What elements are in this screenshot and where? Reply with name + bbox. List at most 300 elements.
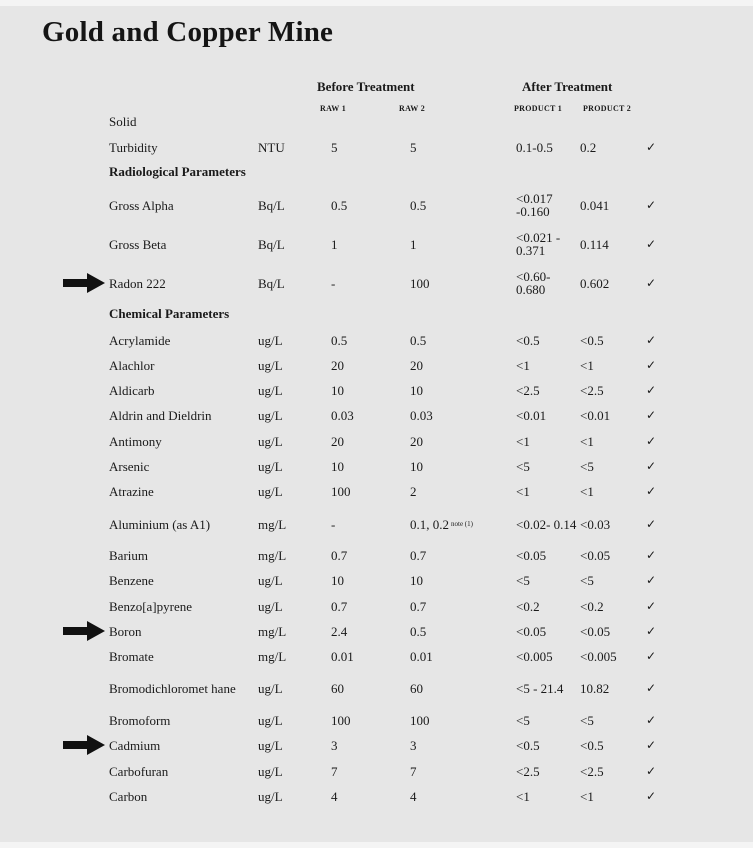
cell-product2 bbox=[580, 736, 604, 754]
cell-raw2-text: 100 bbox=[410, 275, 430, 291]
checkmark-icon: ✓ bbox=[646, 598, 657, 613]
cell-raw1 bbox=[331, 736, 338, 754]
cell-raw1-text: 5 bbox=[331, 139, 338, 155]
cell-raw1 bbox=[331, 787, 338, 805]
cell-unit bbox=[258, 672, 283, 704]
section-solid: Solid bbox=[109, 114, 137, 129]
arrow-right-icon bbox=[63, 734, 107, 756]
cell-name bbox=[109, 381, 254, 399]
cell-raw2-text: 60 bbox=[410, 680, 423, 696]
page-title: Gold and Copper Mine bbox=[42, 16, 334, 48]
cell-raw2 bbox=[410, 381, 423, 399]
cell-name-text: Aluminium (as A1) bbox=[109, 516, 211, 532]
cell-name bbox=[109, 190, 254, 220]
table-row bbox=[0, 711, 753, 729]
cell-unit-text: ug/L bbox=[258, 433, 283, 449]
cell-raw1 bbox=[331, 597, 347, 615]
checkmark-icon: ✓ bbox=[646, 737, 657, 752]
cell-product2 bbox=[580, 571, 594, 589]
header-product2: PRODUCT 2 bbox=[583, 104, 632, 113]
cell-raw1 bbox=[331, 509, 335, 539]
cell-raw1-text: 60 bbox=[331, 680, 344, 696]
cell-raw2 bbox=[410, 268, 430, 298]
cell-name bbox=[109, 268, 254, 298]
checkmark-icon: ✓ bbox=[646, 763, 657, 778]
cell-unit-text: mg/L bbox=[258, 516, 287, 532]
table-row bbox=[0, 672, 753, 704]
checkmark-icon: ✓ bbox=[646, 788, 657, 803]
cell-product2-text: <0.05 bbox=[580, 623, 611, 639]
cell-raw2-text: 0.1, 0.2 bbox=[410, 516, 449, 532]
cell-raw2-text: 1 bbox=[410, 236, 417, 252]
checkmark-icon: ✓ bbox=[646, 382, 657, 397]
cell-raw1-text: 4 bbox=[331, 788, 338, 804]
cell-product1 bbox=[516, 432, 578, 450]
cell-raw1-text: 3 bbox=[331, 737, 338, 753]
cell-product1-text: <0.60- 0.680 bbox=[516, 269, 551, 297]
cell-raw2 bbox=[410, 711, 430, 729]
cell-product2-text: <1 bbox=[580, 357, 594, 373]
cell-name bbox=[109, 787, 254, 805]
cell-product1 bbox=[516, 457, 578, 475]
cell-raw2-text: 100 bbox=[410, 712, 430, 728]
cell-unit-text: ug/L bbox=[258, 382, 283, 398]
cell-product1-text: 0.1-0.5 bbox=[516, 139, 553, 155]
cell-product1 bbox=[516, 356, 578, 374]
cell-product1-text: <0.5 bbox=[516, 332, 540, 348]
cell-name bbox=[109, 597, 254, 615]
checkmark-icon: ✓ bbox=[646, 139, 657, 154]
top-border bbox=[0, 0, 753, 6]
cell-product2-text: 0.2 bbox=[580, 139, 597, 155]
cell-name bbox=[109, 622, 254, 640]
cell-raw2 bbox=[410, 622, 426, 640]
checkmark-icon: ✓ bbox=[646, 275, 657, 290]
cell-product2 bbox=[580, 457, 594, 475]
cell-raw2-text: 2 bbox=[410, 483, 417, 499]
section-radiological: Radiological Parameters bbox=[109, 164, 246, 179]
cell-unit bbox=[258, 736, 283, 754]
cell-unit-text: Bq/L bbox=[258, 197, 285, 213]
cell-product2-text: <5 bbox=[580, 458, 594, 474]
cell-raw1 bbox=[331, 622, 347, 640]
table-row bbox=[0, 381, 753, 399]
cell-product1-text: <5 bbox=[516, 572, 530, 588]
cell-unit bbox=[258, 229, 285, 259]
cell-raw2 bbox=[410, 356, 423, 374]
table-row bbox=[0, 457, 753, 475]
cell-raw1 bbox=[331, 432, 344, 450]
cell-product2 bbox=[580, 229, 609, 259]
cell-raw2-text: 0.7 bbox=[410, 598, 427, 614]
cell-product1-text: <1 bbox=[516, 357, 530, 373]
cell-unit-text: ug/L bbox=[258, 332, 283, 348]
cell-unit bbox=[258, 597, 283, 615]
cell-raw1-text: 20 bbox=[331, 433, 344, 449]
cell-product2-text: 10.82 bbox=[580, 680, 610, 696]
cell-unit-text: ug/L bbox=[258, 680, 283, 696]
table-row bbox=[0, 787, 753, 805]
header-after-treatment: After Treatment bbox=[522, 79, 613, 94]
cell-name-text: Radon 222 bbox=[109, 275, 166, 291]
cell-product2-text: 0.041 bbox=[580, 197, 610, 213]
cell-product1-text: <0.05 bbox=[516, 547, 547, 563]
cell-raw2-text: 4 bbox=[410, 788, 417, 804]
cell-raw2 bbox=[410, 406, 433, 424]
cell-product1 bbox=[516, 331, 578, 349]
cell-raw1-text: 0.7 bbox=[331, 547, 348, 563]
cell-product2 bbox=[580, 787, 594, 805]
checkmark-icon: ✓ bbox=[646, 712, 657, 727]
table-row bbox=[0, 546, 753, 564]
cell-raw1-text: 20 bbox=[331, 357, 344, 373]
cell-unit-text: mg/L bbox=[258, 648, 287, 664]
cell-product2-text: <5 bbox=[580, 712, 594, 728]
cell-raw2 bbox=[410, 432, 423, 450]
table-row bbox=[0, 356, 753, 374]
cell-product2-text: <0.03 bbox=[580, 516, 611, 532]
cell-unit-text: ug/L bbox=[258, 712, 283, 728]
cell-product2-text: <2.5 bbox=[580, 763, 604, 779]
cell-name bbox=[109, 138, 254, 156]
cell-product1 bbox=[516, 647, 578, 665]
table-row bbox=[0, 432, 753, 450]
cell-name-text: Carbon bbox=[109, 788, 148, 804]
cell-raw1-text: 7 bbox=[331, 763, 338, 779]
cell-unit bbox=[258, 457, 283, 475]
cell-name bbox=[109, 647, 254, 665]
cell-product2 bbox=[580, 190, 609, 220]
cell-raw2 bbox=[410, 597, 426, 615]
cell-unit-text: Bq/L bbox=[258, 275, 285, 291]
cell-raw1-text: 1 bbox=[331, 236, 338, 252]
checkmark-icon: ✓ bbox=[646, 458, 657, 473]
cell-raw2-text: 0.01 bbox=[410, 648, 433, 664]
cell-product2 bbox=[580, 647, 617, 665]
checkmark-icon: ✓ bbox=[646, 483, 657, 498]
header-raw2: RAW 2 bbox=[399, 104, 426, 113]
cell-raw1-text: 0.7 bbox=[331, 598, 348, 614]
cell-unit bbox=[258, 432, 283, 450]
cell-raw2-text: 0.7 bbox=[410, 547, 427, 563]
cell-name bbox=[109, 432, 254, 450]
cell-unit bbox=[258, 622, 286, 640]
cell-unit bbox=[258, 331, 283, 349]
cell-product2 bbox=[580, 546, 610, 564]
cell-name bbox=[109, 482, 254, 500]
cell-unit bbox=[258, 647, 286, 665]
cell-name bbox=[109, 672, 254, 704]
cell-raw1 bbox=[331, 672, 344, 704]
cell-product2 bbox=[580, 138, 596, 156]
cell-raw1 bbox=[331, 406, 354, 424]
cell-product1-text: <0.05 bbox=[516, 623, 547, 639]
cell-product2-text: <1 bbox=[580, 433, 594, 449]
checkmark-icon: ✓ bbox=[646, 407, 657, 422]
cell-unit-text: NTU bbox=[258, 139, 285, 155]
cell-product2-text: <0.2 bbox=[580, 598, 604, 614]
cell-unit bbox=[258, 268, 285, 298]
cell-name-text: Atrazine bbox=[109, 483, 154, 499]
cell-raw1-text: 10 bbox=[331, 458, 344, 474]
cell-name bbox=[109, 711, 254, 729]
cell-raw2 bbox=[410, 331, 426, 349]
bottom-border bbox=[0, 842, 753, 848]
cell-raw2-text: 0.5 bbox=[410, 197, 427, 213]
cell-raw2 bbox=[410, 482, 417, 500]
cell-product1-text: <5 - 21.4 bbox=[516, 680, 564, 696]
cell-product1-text: <0.01 bbox=[516, 407, 547, 423]
cell-raw1-text: 0.03 bbox=[331, 407, 354, 423]
cell-raw1 bbox=[331, 711, 351, 729]
cell-product1-text: <5 bbox=[516, 712, 530, 728]
cell-product1-text: <0.005 bbox=[516, 648, 553, 664]
cell-raw2-text: 5 bbox=[410, 139, 417, 155]
cell-raw1-text: - bbox=[331, 275, 336, 291]
cell-raw2 bbox=[410, 787, 417, 805]
cell-unit-text: ug/L bbox=[258, 763, 283, 779]
cell-product2-text: <5 bbox=[580, 572, 594, 588]
checkmark-icon: ✓ bbox=[646, 572, 657, 587]
cell-product2-text: <0.5 bbox=[580, 737, 604, 753]
cell-raw1-text: 100 bbox=[331, 712, 351, 728]
cell-name bbox=[109, 356, 254, 374]
cell-unit bbox=[258, 762, 283, 780]
table-row bbox=[0, 509, 753, 539]
cell-unit bbox=[258, 381, 283, 399]
table-row bbox=[0, 622, 753, 640]
cell-product2-text: <0.5 bbox=[580, 332, 604, 348]
cell-product1 bbox=[516, 736, 578, 754]
cell-product2-text: <0.005 bbox=[580, 648, 617, 664]
cell-product2 bbox=[580, 268, 609, 298]
cell-raw2-text: 0.5 bbox=[410, 332, 427, 348]
cell-product1 bbox=[516, 509, 578, 539]
cell-raw1 bbox=[331, 381, 344, 399]
cell-unit-text: ug/L bbox=[258, 357, 283, 373]
cell-unit-text: ug/L bbox=[258, 788, 283, 804]
cell-name-text: Turbidity bbox=[109, 139, 158, 155]
cell-raw2-text: 20 bbox=[410, 433, 423, 449]
cell-product1-text: <0.017 -0.160 bbox=[516, 191, 553, 219]
table-row bbox=[0, 571, 753, 589]
table-row bbox=[0, 268, 753, 298]
cell-product2 bbox=[580, 406, 610, 424]
footnote-marker: note (1) bbox=[451, 519, 473, 528]
section-chemical: Chemical Parameters bbox=[109, 306, 230, 321]
checkmark-icon: ✓ bbox=[646, 332, 657, 347]
cell-unit bbox=[258, 571, 283, 589]
cell-name-text: Arsenic bbox=[109, 458, 150, 474]
table-row bbox=[0, 190, 753, 220]
cell-raw1 bbox=[331, 546, 347, 564]
cell-product1 bbox=[516, 571, 578, 589]
cell-name-text: Antimony bbox=[109, 433, 162, 449]
cell-product2-text: 0.602 bbox=[580, 275, 610, 291]
cell-product1 bbox=[516, 622, 578, 640]
cell-name-text: Gross Alpha bbox=[109, 197, 174, 213]
cell-raw1 bbox=[331, 138, 338, 156]
checkmark-icon: ✓ bbox=[646, 680, 657, 695]
cell-raw1 bbox=[331, 331, 347, 349]
cell-raw2 bbox=[410, 762, 417, 780]
table-row bbox=[0, 647, 753, 665]
cell-name-text: Carbofuran bbox=[109, 763, 169, 779]
cell-unit-text: ug/L bbox=[258, 737, 283, 753]
header-before-treatment: Before Treatment bbox=[317, 79, 415, 94]
cell-unit-text: mg/L bbox=[258, 623, 287, 639]
cell-product2 bbox=[580, 509, 610, 539]
table-row bbox=[0, 331, 753, 349]
table-row bbox=[0, 597, 753, 615]
cell-product1-text: <1 bbox=[516, 433, 530, 449]
table-row bbox=[0, 229, 753, 259]
table-row bbox=[0, 138, 753, 156]
header-raw1: RAW 1 bbox=[320, 104, 347, 113]
cell-raw1-text: 0.5 bbox=[331, 332, 348, 348]
cell-raw1 bbox=[331, 356, 344, 374]
cell-product2 bbox=[580, 622, 610, 640]
cell-unit-text: ug/L bbox=[258, 483, 283, 499]
cell-unit-text: ug/L bbox=[258, 572, 283, 588]
table-row bbox=[0, 482, 753, 500]
table-row bbox=[0, 736, 753, 754]
cell-product1-text: <0.021 - 0.371 bbox=[516, 230, 561, 258]
cell-raw1 bbox=[331, 762, 338, 780]
cell-product2 bbox=[580, 331, 604, 349]
cell-product2 bbox=[580, 432, 594, 450]
cell-raw1 bbox=[331, 482, 351, 500]
cell-name-text: Boron bbox=[109, 623, 142, 639]
cell-raw2-text: 3 bbox=[410, 737, 417, 753]
cell-product1-text: <0.5 bbox=[516, 737, 540, 753]
cell-name-text: Benzo[a]pyrene bbox=[109, 598, 193, 614]
cell-product1 bbox=[516, 546, 578, 564]
checkmark-icon: ✓ bbox=[646, 516, 657, 531]
cell-product1 bbox=[516, 597, 578, 615]
cell-product1-text: <0.02- 0.14 bbox=[516, 516, 577, 532]
cell-name bbox=[109, 229, 254, 259]
cell-product2 bbox=[580, 762, 604, 780]
header-product1: PRODUCT 1 bbox=[514, 104, 563, 113]
cell-raw2-text: 20 bbox=[410, 357, 423, 373]
cell-name bbox=[109, 571, 254, 589]
cell-raw1-text: 2.4 bbox=[331, 623, 348, 639]
cell-product1-text: <1 bbox=[516, 483, 530, 499]
cell-product2-text: <2.5 bbox=[580, 382, 604, 398]
cell-product1 bbox=[516, 787, 578, 805]
cell-product1-text: <5 bbox=[516, 458, 530, 474]
checkmark-icon: ✓ bbox=[646, 357, 657, 372]
cell-name bbox=[109, 331, 254, 349]
cell-product1 bbox=[516, 381, 578, 399]
cell-name-text: Bromodichloromet hane bbox=[109, 680, 236, 696]
cell-product2 bbox=[580, 672, 609, 704]
cell-name bbox=[109, 736, 254, 754]
cell-unit-text: ug/L bbox=[258, 598, 283, 614]
cell-name-text: Aldrin and Dieldrin bbox=[109, 407, 212, 423]
checkmark-icon: ✓ bbox=[646, 433, 657, 448]
cell-unit bbox=[258, 356, 283, 374]
cell-unit-text: Bq/L bbox=[258, 236, 285, 252]
cell-unit bbox=[258, 546, 286, 564]
cell-name-text: Acrylamide bbox=[109, 332, 171, 348]
cell-raw1 bbox=[331, 229, 338, 259]
cell-raw2 bbox=[410, 546, 426, 564]
table-row bbox=[0, 406, 753, 424]
cell-raw2 bbox=[410, 457, 423, 475]
cell-raw2 bbox=[410, 509, 473, 539]
cell-name bbox=[109, 457, 254, 475]
checkmark-icon: ✓ bbox=[646, 236, 657, 251]
arrow-right-icon bbox=[63, 620, 107, 642]
cell-product1 bbox=[516, 190, 578, 220]
cell-name-text: Barium bbox=[109, 547, 148, 563]
cell-raw1 bbox=[331, 457, 344, 475]
cell-raw1 bbox=[331, 647, 354, 665]
cell-raw1-text: - bbox=[331, 516, 336, 532]
cell-product2-text: 0.114 bbox=[580, 236, 609, 252]
cell-product2 bbox=[580, 482, 594, 500]
checkmark-icon: ✓ bbox=[646, 197, 657, 212]
cell-raw2-text: 0.5 bbox=[410, 623, 427, 639]
cell-name bbox=[109, 546, 254, 564]
cell-name-text: Cadmium bbox=[109, 737, 161, 753]
cell-raw2 bbox=[410, 229, 417, 259]
cell-unit bbox=[258, 711, 283, 729]
cell-raw1 bbox=[331, 268, 335, 298]
cell-raw1 bbox=[331, 190, 347, 220]
cell-unit bbox=[258, 190, 285, 220]
cell-product1 bbox=[516, 138, 578, 156]
arrow-right-icon bbox=[63, 272, 107, 294]
cell-raw1-text: 0.01 bbox=[331, 648, 354, 664]
cell-raw1-text: 0.5 bbox=[331, 197, 348, 213]
cell-unit bbox=[258, 406, 283, 424]
cell-raw1 bbox=[331, 571, 344, 589]
cell-raw2-text: 7 bbox=[410, 763, 417, 779]
cell-unit bbox=[258, 482, 283, 500]
cell-product1-text: <2.5 bbox=[516, 763, 540, 779]
cell-name-text: Bromoform bbox=[109, 712, 171, 728]
checkmark-icon: ✓ bbox=[646, 623, 657, 638]
cell-raw2-text: 10 bbox=[410, 382, 423, 398]
cell-raw2 bbox=[410, 672, 423, 704]
cell-product1 bbox=[516, 268, 578, 298]
cell-name bbox=[109, 762, 254, 780]
cell-raw1-text: 100 bbox=[331, 483, 351, 499]
cell-product2-text: <0.01 bbox=[580, 407, 611, 423]
cell-product2 bbox=[580, 597, 604, 615]
cell-product1-text: <0.2 bbox=[516, 598, 540, 614]
cell-unit bbox=[258, 787, 283, 805]
cell-name-text: Bromate bbox=[109, 648, 154, 664]
cell-raw2 bbox=[410, 190, 426, 220]
cell-product2 bbox=[580, 711, 594, 729]
cell-name-text: Benzene bbox=[109, 572, 154, 588]
cell-unit bbox=[258, 138, 285, 156]
cell-raw2-text: 10 bbox=[410, 458, 423, 474]
cell-unit bbox=[258, 509, 286, 539]
cell-product1 bbox=[516, 482, 578, 500]
cell-product1 bbox=[516, 711, 578, 729]
table-row bbox=[0, 762, 753, 780]
cell-name bbox=[109, 406, 254, 424]
cell-name bbox=[109, 509, 254, 539]
cell-product2-text: <1 bbox=[580, 788, 594, 804]
cell-name-text: Gross Beta bbox=[109, 236, 167, 252]
cell-unit-text: ug/L bbox=[258, 458, 283, 474]
